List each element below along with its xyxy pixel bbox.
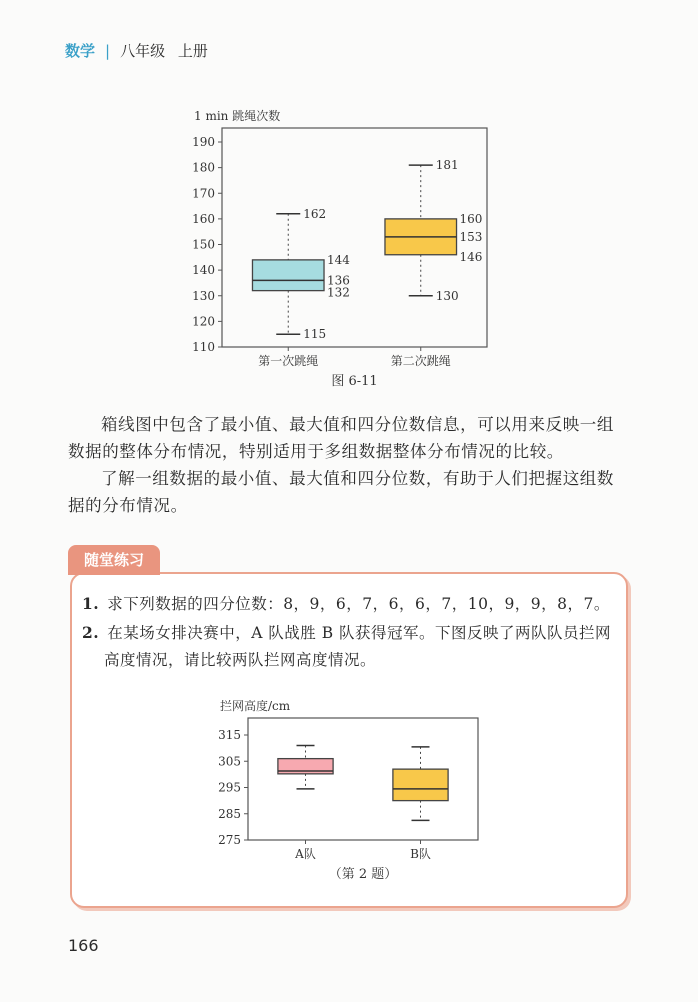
q3-label: 160 xyxy=(459,211,483,226)
y-tick-label: 190 xyxy=(192,135,215,149)
figure-caption: （第 2 题） xyxy=(328,867,398,882)
body-text xyxy=(68,411,628,519)
grade: 八年级 xyxy=(120,42,166,60)
paragraph-2: 了解一组数据的最小值、最大值和四分位数，有助于人们把握这组数据的分布情况。 xyxy=(68,469,614,515)
y-tick-label: 305 xyxy=(218,754,241,769)
header-separator: | xyxy=(105,42,111,60)
median-label: 153 xyxy=(459,229,483,244)
box xyxy=(252,260,324,291)
max-label: 162 xyxy=(303,206,327,221)
max-label: 181 xyxy=(435,158,459,173)
paragraph-1: 箱线图中包含了最小值、最大值和四分位数信息，可以用来反映一组数据的整体分布情况，特别适用于多组数据整体分布情况的比较。 xyxy=(68,415,614,461)
x-tick-label: 第二次跳绳 xyxy=(390,354,451,368)
y-tick-label: 160 xyxy=(192,211,215,226)
y-tick-label: 315 xyxy=(218,728,241,742)
median-label: 136 xyxy=(327,273,350,288)
page-number: 166 xyxy=(68,936,99,955)
q1-label: 132 xyxy=(327,285,350,300)
box xyxy=(393,769,448,801)
page-header xyxy=(65,40,208,61)
y-tick-label: 140 xyxy=(192,263,215,278)
x-tick-label: B队 xyxy=(410,847,431,861)
figure-caption: 图 6-11 xyxy=(331,374,378,389)
y-tick-label: 170 xyxy=(192,186,215,201)
y-tick-label: 275 xyxy=(218,833,241,847)
y-tick-label: 150 xyxy=(192,237,215,252)
subject-title: 数学 xyxy=(65,42,96,60)
exercise-item-2 xyxy=(82,619,624,674)
item-text: 在某场女排决赛中，A 队战胜 B 队获得冠军。下图反映了两队队员拦网高度情况，请比较两队拦网高度情况。 xyxy=(104,624,612,669)
volume: 上册 xyxy=(177,42,208,60)
x-tick-label: 第一次跳绳 xyxy=(258,354,319,368)
y-tick-label: 285 xyxy=(218,806,241,821)
y-tick-label: 120 xyxy=(192,314,215,329)
y-tick-label: 295 xyxy=(218,780,241,795)
y-tick-label: 130 xyxy=(192,288,215,303)
min-label: 130 xyxy=(435,288,459,303)
boxplot-jump-rope xyxy=(150,100,530,395)
exercise-item-1 xyxy=(82,592,622,614)
x-tick-label: A队 xyxy=(295,847,316,861)
q1-label: 146 xyxy=(459,249,483,264)
item-text: 求下列数据的四分位数：8，9，6，7，6，6，7，10，9，9，8，7。 xyxy=(107,595,610,613)
q3-label: 144 xyxy=(327,252,350,267)
boxplot-block-height xyxy=(200,700,500,890)
y-tick-label: 110 xyxy=(192,340,215,354)
y-axis-label: 1 min 跳绳次数 xyxy=(194,109,281,123)
y-axis-label: 拦网高度/cm xyxy=(220,700,291,713)
exercise-title: 随堂练习 xyxy=(68,545,160,575)
item-number: 2. xyxy=(82,623,100,642)
y-tick-label: 180 xyxy=(192,160,215,175)
item-number: 1. xyxy=(82,594,100,613)
min-label: 115 xyxy=(303,327,327,342)
